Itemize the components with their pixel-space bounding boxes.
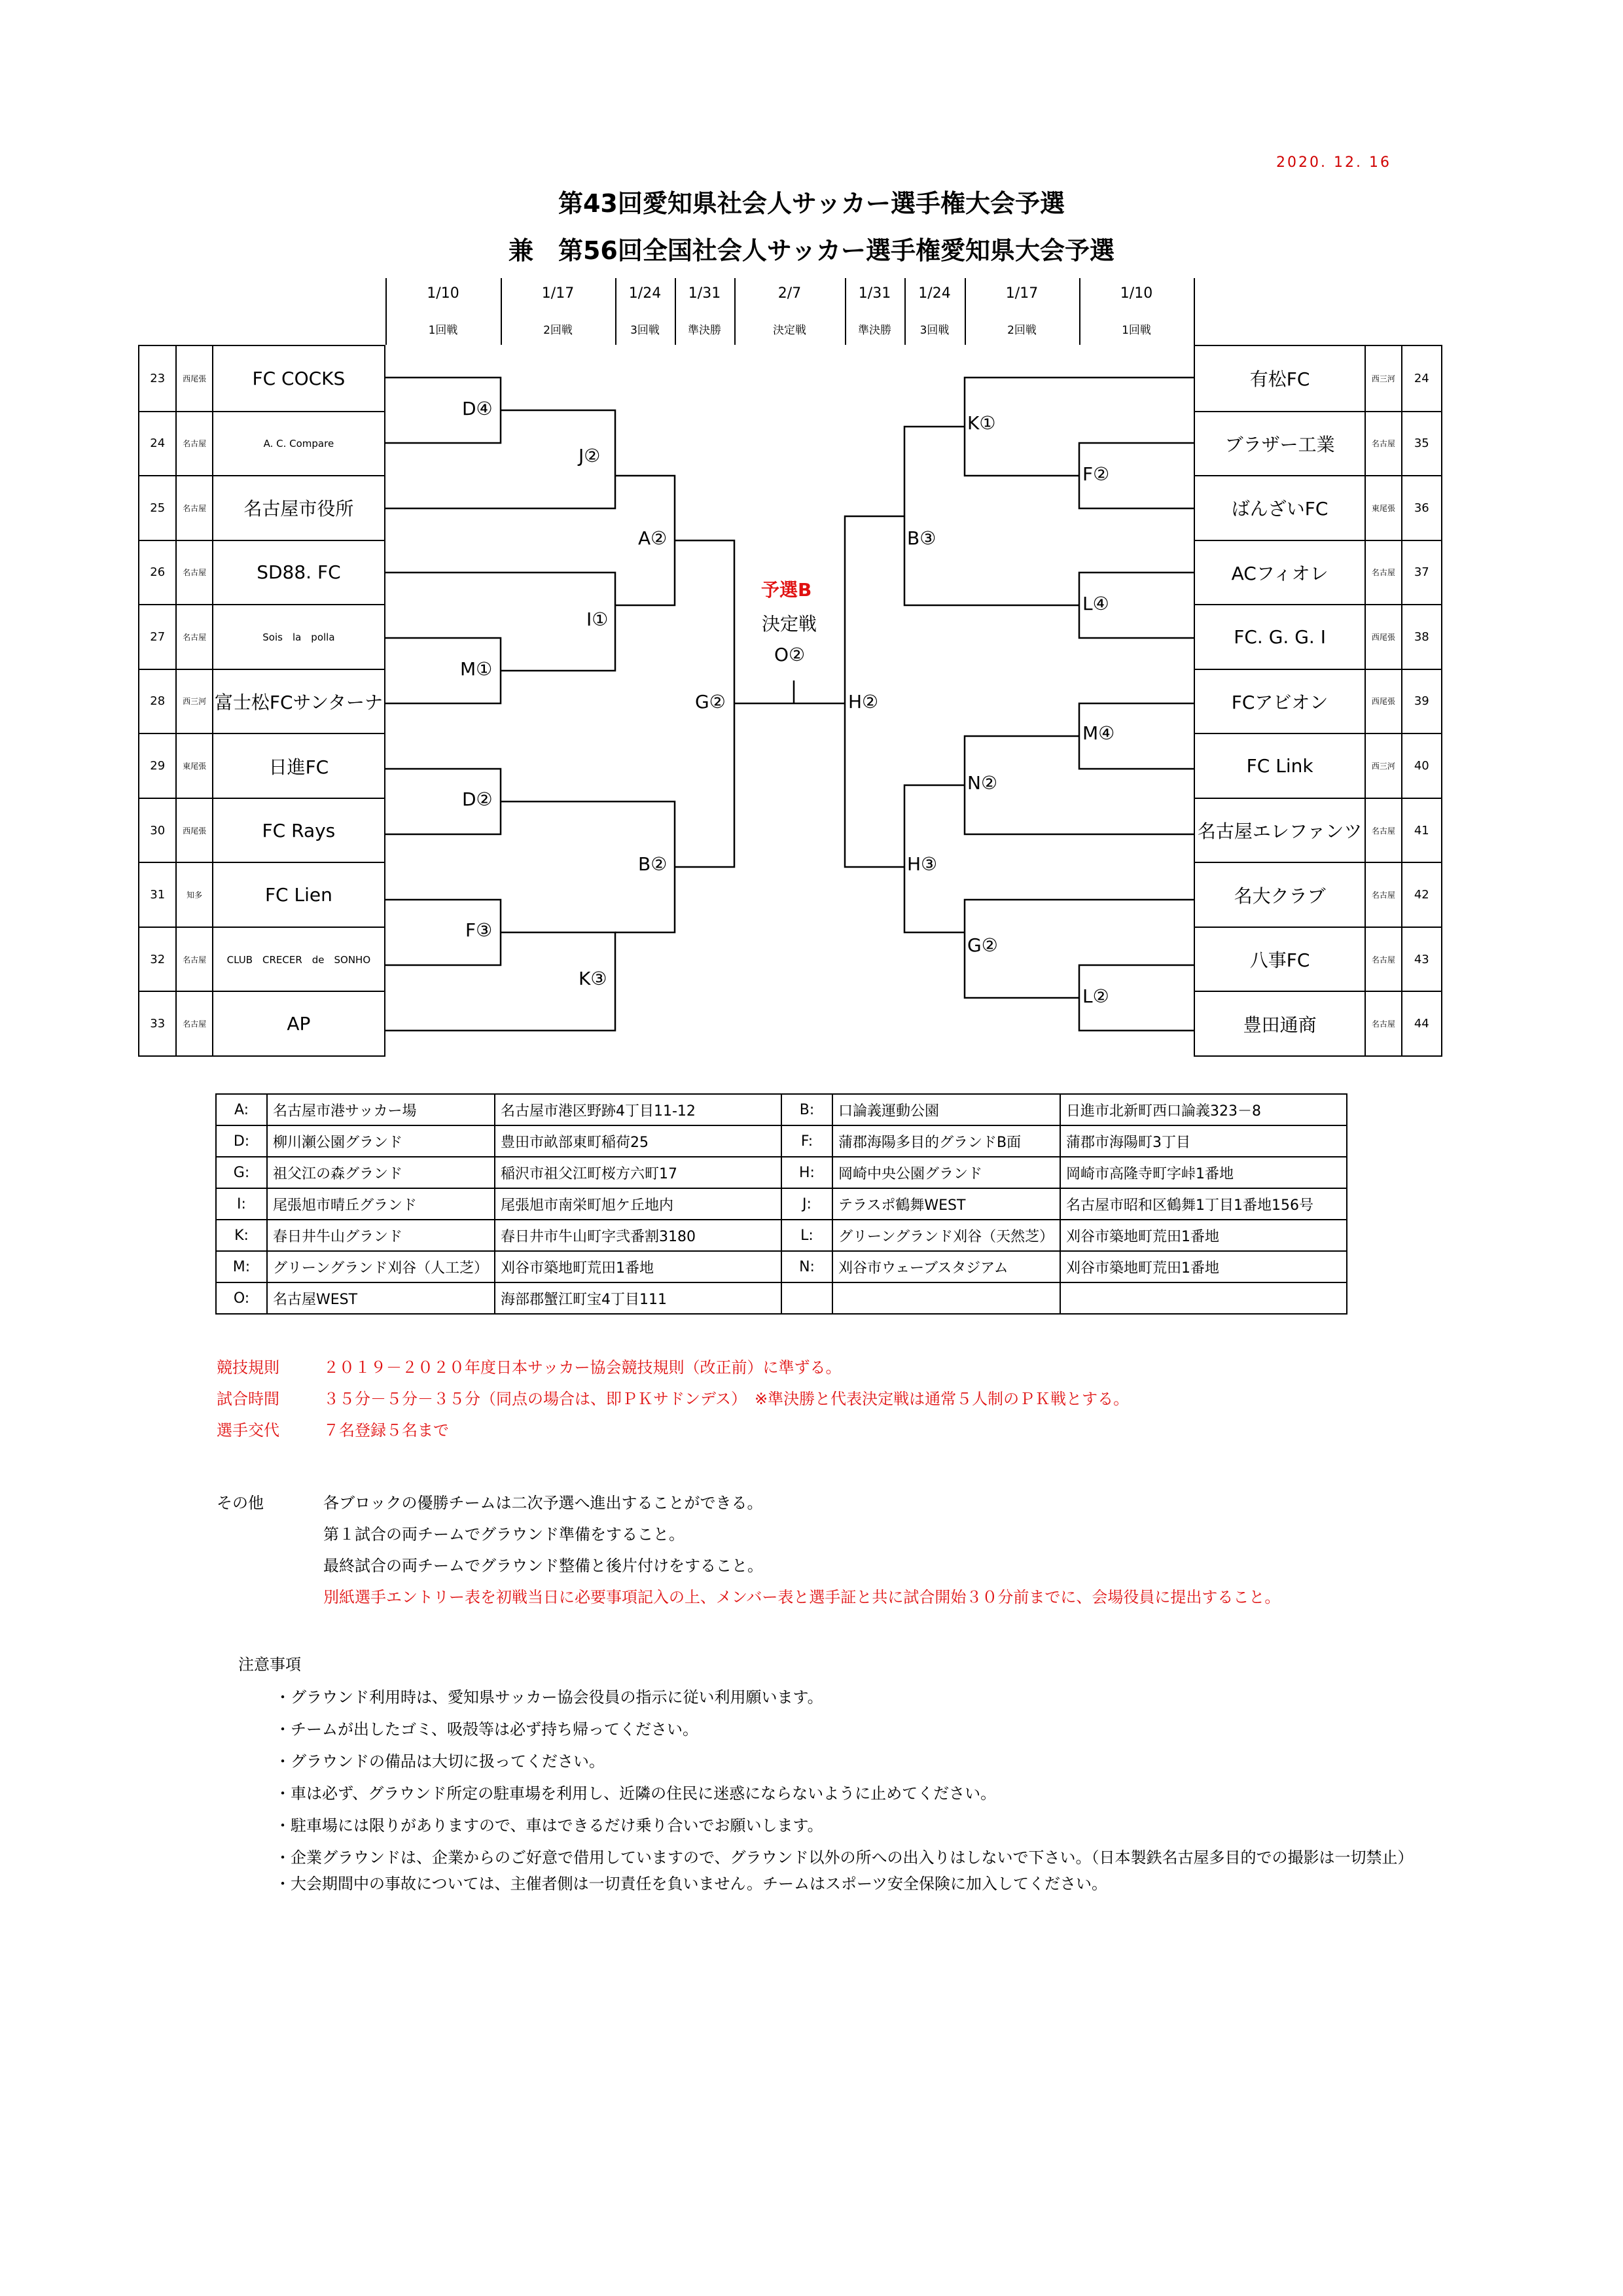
rule-label: 競技規則 [217,1358,279,1377]
venue-code: M: [216,1251,267,1282]
schedule-date: 1/24 [918,285,951,302]
venue-addr: 海部郡蟹江町宝4丁目111 [495,1282,781,1314]
right-team-name: 有松FC [1249,368,1310,391]
right-team-name: ACフィオレ [1195,540,1364,605]
page-subtitle: 兼 第56回全国社会人サッカー選手権愛知県大会予選 [508,236,1115,265]
schedule-date: 1/24 [628,285,662,302]
match-g2-left: G② [695,691,726,713]
right-team-name: FCアビオン [1195,669,1364,733]
right-team-name: ブラザー工業 [1195,411,1364,476]
left-team-name: A. C. Compare [213,411,384,476]
venue-addr: 刈谷市築地町荒田1番地 [1060,1251,1347,1282]
schedule-round: 準決勝 [688,324,721,337]
venue-row [216,1220,1347,1251]
left-team-region: 名古屋 [177,540,211,605]
venue-addr: 尾張旭市南栄町旭ケ丘地内 [495,1188,781,1220]
right-team-num: 24 [1414,371,1429,385]
rule-text: ３５分－５分－３５分（同点の場合は、即ＰＫサドンデス） ※準決勝と代表決定戦は通常５人制のＰＫ戦とする。 [323,1390,1130,1408]
schedule-date: 1/31 [688,285,721,302]
right-team-region: 名古屋 [1366,927,1400,991]
match-f3: F③ [465,919,493,941]
venue-name: 刈谷市ウェーブスタジアム [832,1251,1060,1282]
right-team-name: 名大クラブ [1195,862,1364,927]
match-g2-right: G② [967,934,998,956]
right-team-name: ばんざいFC [1195,475,1364,540]
venue-code: L: [781,1220,832,1251]
left-team-name: AP [213,991,384,1055]
right-team-region: 名古屋 [1366,540,1400,605]
venue-row [216,1125,1347,1157]
venue-code: G: [216,1157,267,1188]
left-team-num: 30 [139,798,175,862]
venue-name: 春日井牛山グランド [267,1220,495,1251]
match-k1: K① [967,412,996,434]
venue-name: テラスポ鶴舞WEST [832,1188,1060,1220]
match-i1: I① [586,609,609,630]
right-team-name: FC Link [1195,733,1364,798]
left-team-region: 名古屋 [177,604,211,669]
left-team-name: Sois la polla [213,604,384,669]
schedule-round: 3回戦 [919,324,950,337]
left-team-region: 知多 [177,862,211,927]
venue-code: I: [216,1188,267,1220]
match-b3: B③ [907,527,936,549]
left-team-region: 名古屋 [177,475,211,540]
caution-item: ・車は必ず、グラウンド所定の駐車場を利用し、近隣の住民に迷惑にならないように止めてください。 [275,1784,997,1803]
match-m1: M① [460,658,493,680]
rule-label: 選手交代 [217,1421,279,1439]
schedule-date: 1/17 [541,285,575,302]
match-k3: K③ [579,968,607,989]
left-team-name: FC Lien [213,862,384,927]
right-team-region: 西尾張 [1366,604,1400,669]
left-team-region: 名古屋 [177,411,211,476]
other-line: 第１試合の両チームでグラウンド準備をすること。 [323,1525,685,1544]
schedule-date: 2/7 [777,285,802,302]
right-team-name: 八事FC [1195,927,1364,991]
schedule-round: 準決勝 [858,324,891,337]
match-d4-left: D④ [462,398,493,419]
venue-name: 名古屋市港サッカー場 [267,1094,495,1125]
schedule-round: 決定戦 [773,324,806,337]
match-j2: J② [579,445,601,467]
caution-item: ・企業グラウンドは、企業からのご好意で借用していますので、グラウンド以外の所への出入りはしないで下さい。（日本製鉄名古屋多目的での撮影は一切禁止） [275,1848,1414,1867]
rule-label: 試合時間 [217,1390,279,1408]
venue-table [215,1093,1347,1315]
schedule-date: 1/17 [1005,285,1039,302]
left-team-region: 西尾張 [177,798,211,862]
venue-name: 柳川瀬公園グランド [267,1125,495,1157]
match-b2: B② [638,853,668,875]
venue-name: グリーングランド刈谷（人工芝） [267,1251,495,1282]
block-label: 予選B [761,579,812,601]
left-team-region: 名古屋 [177,927,211,991]
left-team-num: 29 [139,733,175,798]
match-f2: F② [1082,463,1110,485]
schedule-date: 1/31 [858,285,891,302]
venue-addr: 名古屋市昭和区鶴舞1丁目1番地156号 [1060,1188,1347,1220]
final-label: 決定戦 [762,613,817,635]
right-team-region: 東尾張 [1366,475,1400,540]
right-team-num: 36 [1402,475,1441,540]
caution-title: 注意事項 [238,1655,301,1674]
right-team-name: FC. G. G. I [1195,604,1364,669]
venue-code: B: [781,1094,832,1125]
venue-code: F: [781,1125,832,1157]
right-team-num: 44 [1402,991,1441,1055]
right-team-num: 42 [1402,862,1441,927]
venue-addr: 岡崎市高隆寺町字峠1番地 [1060,1157,1347,1188]
venue-row [216,1251,1347,1282]
schedule-round: 1回戦 [428,324,458,337]
venue-name: 蒲郡海陽多目的グランドB面 [832,1125,1060,1157]
left-team-num: 33 [139,991,175,1055]
rule-text: ２０１９－２０２０年度日本サッカー協会競技規則（改正前）に準ずる。 [323,1358,842,1377]
venue-addr: 稲沢市祖父江町桜方六町17 [495,1157,781,1188]
left-team-name: CLUB CRECER de SONHO [213,927,384,991]
schedule-round: 2回戦 [543,324,573,337]
left-team-region: 名古屋 [177,991,211,1055]
document-date: 2020. 12. 16 [1276,154,1391,171]
right-team-region: 名古屋 [1366,991,1400,1055]
left-team-name: FC COCKS [252,367,346,389]
venue-addr: 刈谷市築地町荒田1番地 [495,1251,781,1282]
right-team-num: 39 [1402,669,1441,733]
venue-name: 口論義運動公園 [832,1094,1060,1125]
match-l4: L④ [1082,593,1109,614]
left-team-num: 27 [139,604,175,669]
venue-addr: 蒲郡市海陽町3丁目 [1060,1125,1347,1157]
venue-name: 尾張旭市晴丘グランド [267,1188,495,1220]
right-team-num: 38 [1402,604,1441,669]
venue-row [216,1188,1347,1220]
venue-addr: 豊田市畝部東町稲荷25 [495,1125,781,1157]
venue-row [216,1157,1347,1188]
venue-addr [1060,1282,1347,1314]
right-team-name: 豊田通商 [1195,991,1364,1055]
right-team-num: 40 [1402,733,1441,798]
left-team-num: 32 [139,927,175,991]
schedule-round: 3回戦 [630,324,660,337]
left-team-name: 富士松FCサンターナ [213,669,384,733]
venue-row [216,1094,1347,1125]
match-l2: L② [1082,985,1109,1007]
venue-addr: 春日井市牛山町字弐番割3180 [495,1220,781,1251]
venue-name: 岡崎中央公園グランド [832,1157,1060,1188]
rule-text: ７名登録５名まで [323,1421,449,1439]
caution-item: ・大会期間中の事故については、主催者側は一切責任を負いません。チームはスポーツ安全保険に加入してください。 [275,1875,1107,1893]
schedule-date: 1/10 [1120,285,1153,302]
match-m4: M④ [1082,722,1115,744]
final-venue: O② [774,644,806,665]
left-team-region: 西三河 [177,669,211,733]
venue-code: K: [216,1220,267,1251]
left-team-name: FC Rays [213,798,384,862]
venue-code: D: [216,1125,267,1157]
venue-row [216,1282,1347,1314]
right-team-num: 35 [1402,411,1441,476]
venue-name: グリーングランド刈谷（天然芝） [832,1220,1060,1251]
left-team-name: 日進FC [213,733,384,798]
venue-name [832,1282,1060,1314]
venue-code: O: [216,1282,267,1314]
caution-item: ・グラウンド利用時は、愛知県サッカー協会役員の指示に従い利用願います。 [275,1688,823,1706]
other-line: 各ブロックの優勝チームは二次予選へ進出することができる。 [323,1494,763,1512]
right-team-num: 41 [1402,798,1441,862]
venue-addr: 日進市北新町西口論義323－8 [1060,1094,1347,1125]
venue-code: J: [781,1188,832,1220]
left-team-region: 西尾張 [183,374,207,383]
left-team-region: 東尾張 [177,733,211,798]
right-team-region: 名古屋 [1366,411,1400,476]
match-d2: D② [462,788,493,810]
right-team-region: 西尾張 [1366,669,1400,733]
left-team-num: 24 [139,411,175,476]
left-team-num: 28 [139,669,175,733]
match-a2: A② [638,527,668,549]
caution-item: ・グラウンドの備品は大切に扱ってください。 [275,1752,605,1771]
caution-item: ・駐車場には限りがありますので、車はできるだけ乗り合いでお願いします。 [275,1816,823,1835]
left-team-num: 31 [139,862,175,927]
right-team-region: 名古屋 [1366,798,1400,862]
venue-addr: 名古屋市港区野跡4丁目11-12 [495,1094,781,1125]
right-team-region: 西三河 [1366,733,1400,798]
left-team-num: 23 [150,371,166,385]
venue-name: 名古屋WEST [267,1282,495,1314]
match-h2: H② [848,691,879,713]
venue-code: A: [216,1094,267,1125]
venue-code [781,1282,832,1314]
schedule-date: 1/10 [427,285,459,302]
right-team-region: 西三河 [1371,374,1395,383]
match-n2: N② [967,772,998,794]
right-team-region: 名古屋 [1366,862,1400,927]
schedule-round: 1回戦 [1122,324,1151,337]
other-label: その他 [217,1494,264,1512]
right-team-name: 名古屋エレファンツ [1195,798,1364,862]
other-line: 最終試合の両チームでグラウンド整備と後片付けをすること。 [323,1557,763,1575]
right-team-num: 43 [1402,927,1441,991]
match-h3: H③ [907,853,938,875]
page-title: 第43回愛知県社会人サッカー選手権大会予選 [558,189,1065,218]
left-team-name: 名古屋市役所 [213,475,384,540]
right-team-num: 37 [1402,540,1441,605]
left-team-num: 26 [139,540,175,605]
caution-item: ・チームが出したゴミ、吸殻等は必ず持ち帰ってください。 [275,1720,699,1739]
venue-addr: 刈谷市築地町荒田1番地 [1060,1220,1347,1251]
venue-code: N: [781,1251,832,1282]
left-team-name: SD88. FC [213,540,384,605]
other-red-note: 別紙選手エントリー表を初戦当日に必要事項記入の上、メンバー表と選手証と共に試合開始３０分前までに、会場役員に提出すること。 [323,1588,1281,1606]
schedule-round: 2回戦 [1007,324,1037,337]
venue-name: 祖父江の森グランド [267,1157,495,1188]
left-team-num: 25 [139,475,175,540]
venue-code: H: [781,1157,832,1188]
